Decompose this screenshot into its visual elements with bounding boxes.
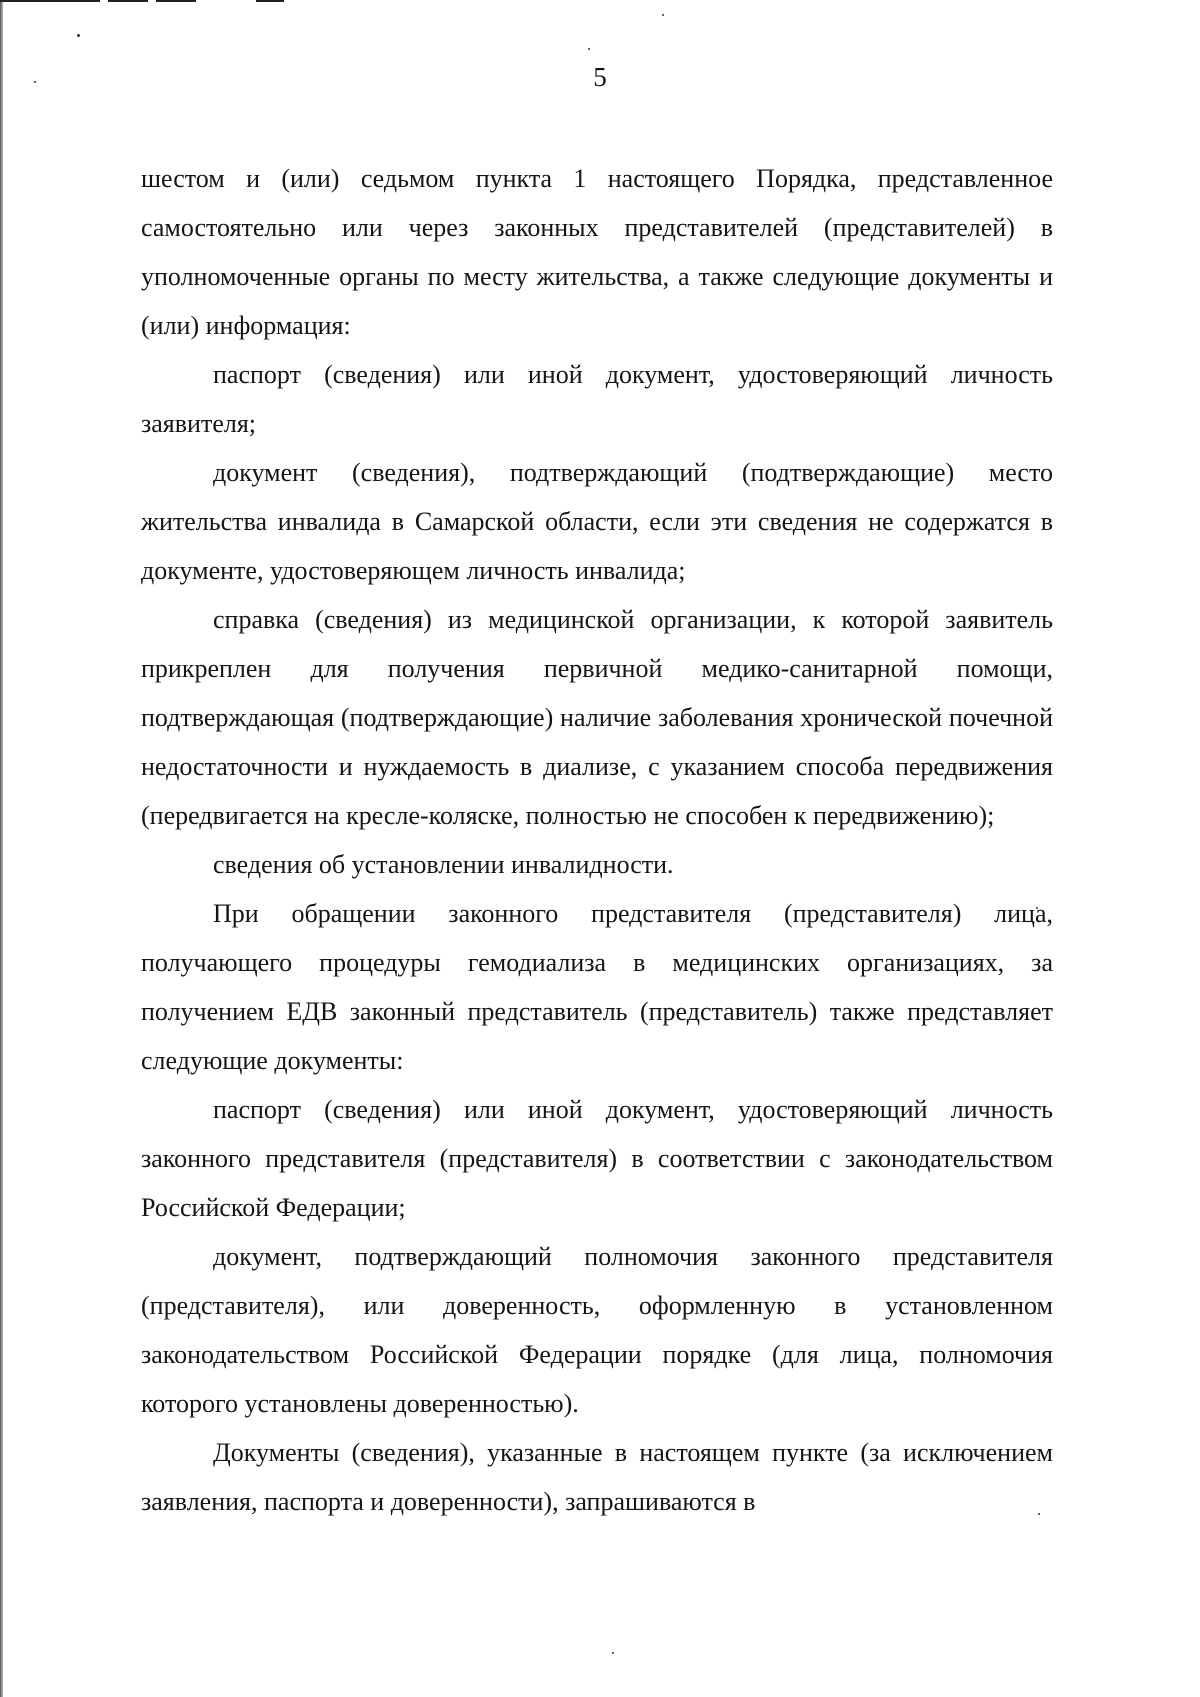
- paragraph: документ (сведения), подтверждающий (подтверждающие) место жительства инвалида в Самарской области, если эти сведения не содержатся в документе, удостоверяющем личность инвалида;: [141, 458, 1053, 585]
- paragraph: шестом и (или) седьмом пункта 1 настоящего Порядка, представленное самостоятельно или через законных представителей (представителей) в уполномоченные органы по месту жительства, а также следующие документы и (или) информация:: [141, 164, 1053, 340]
- scan-speck: [612, 1652, 614, 1654]
- paragraph: паспорт (сведения) или иной документ, удостоверяющий личность законного представителя (представителя) в соответствии с законодательством Российской Федерации;: [141, 1095, 1053, 1222]
- page-number: 5: [593, 62, 607, 92]
- scan-speck: [588, 48, 590, 50]
- scan-top-rule: [256, 0, 284, 2]
- paragraph: При обращении законного представителя (представителя) лица, получающего процедуры гемодиализа в медицинских организациях, за получением ЕДВ законный представитель (представитель) также представляет следующие документы:: [141, 899, 1053, 1075]
- paragraph: сведения об установлении инвалидности.: [213, 850, 674, 879]
- paragraph: документ, подтверждающий полномочия законного представителя (представителя), или доверенность, оформленную в установленном законодательством Российской Федерации порядке (для лица, полномочия которого установлены доверенностью).: [141, 1242, 1053, 1418]
- document-body: [141, 154, 1053, 1526]
- scan-speck: [662, 14, 664, 16]
- scan-top-rule: [108, 0, 148, 2]
- paragraph: справка (сведения) из медицинской организации, к которой заявитель прикреплен для получения первичной медико-санитарной помощи, подтверждающая (подтверждающие) наличие заболевания хронической почечной недостаточности и нуждаемость в диализе, с указанием способа передвижения (передвигается на кресле-коляске, полностью не способен к передвижению);: [141, 605, 1053, 830]
- scan-top-rule: [0, 0, 100, 2]
- scan-top-rule: [156, 0, 196, 2]
- scan-edge-shadow: [0, 0, 3, 1697]
- paragraph: Документы (сведения), указанные в настоящем пункте (за исключением заявления, паспорта и доверенности), запрашиваются в: [141, 1438, 1053, 1516]
- scan-speck: [77, 34, 80, 37]
- paragraph: паспорт (сведения) или иной документ, удостоверяющий личность заявителя;: [141, 360, 1053, 438]
